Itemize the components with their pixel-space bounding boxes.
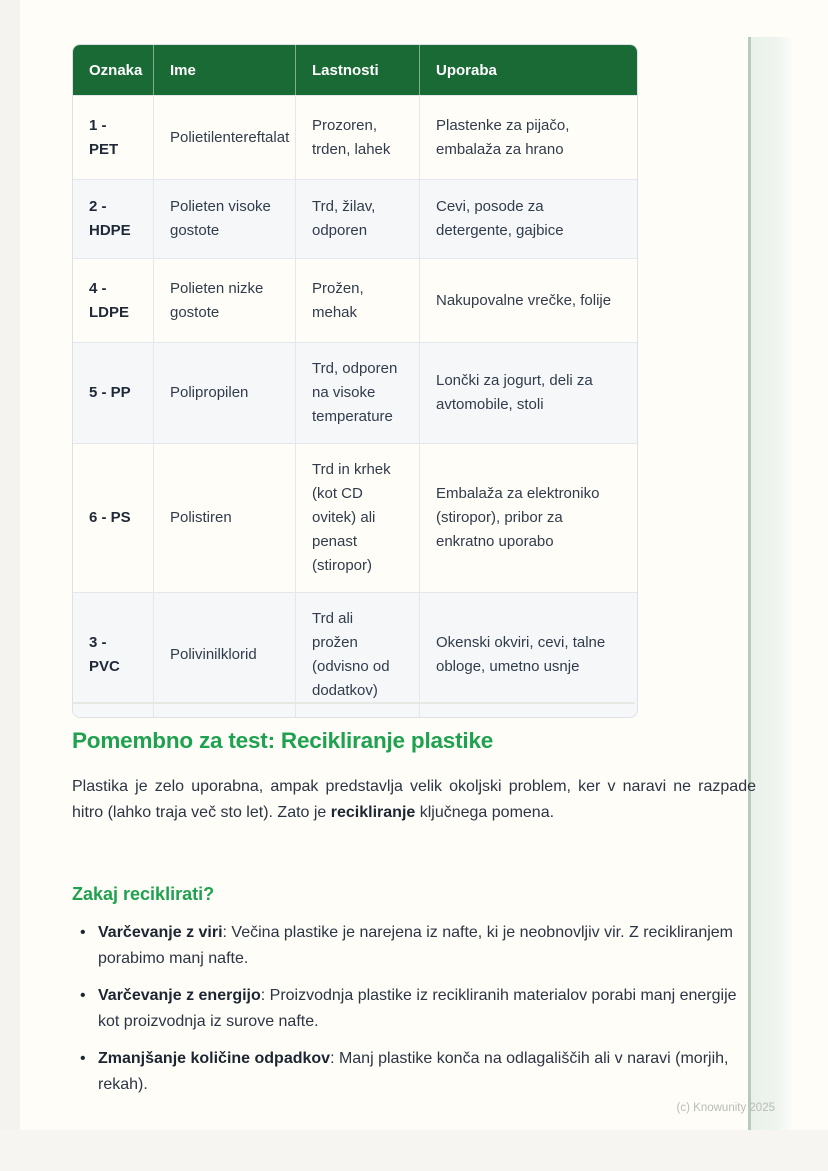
- cell-use: Plastenke za pijačo, embalaža za hrano: [419, 95, 637, 179]
- column-header-lastnosti: Lastnosti: [295, 45, 419, 95]
- table-row: [73, 443, 637, 592]
- cell-name: Polieten nizke gostote: [153, 258, 295, 342]
- reasons-list: [72, 920, 762, 1109]
- list-item-term: Varčevanje z viri: [98, 924, 223, 941]
- bullet-marker: •: [80, 987, 86, 1004]
- cell-name: Polietilentereftalat: [153, 95, 295, 179]
- cell-use: Embalaža za elektroniko (stiropor), pribor za enkratno uporabo: [419, 443, 637, 592]
- list-item: [72, 1046, 762, 1098]
- column-header-uporaba: Uporaba: [419, 45, 637, 95]
- cell-properties: Trd, žilav, odporen: [295, 179, 419, 258]
- cell-code: 5 - PP: [73, 342, 153, 443]
- cell-use: Lončki za jogurt, deli za avtomobile, stoli: [419, 342, 637, 443]
- list-item-text: : Manj plastike konča na odlagališčih ali v naravi (morjih, rekah).: [98, 1050, 729, 1093]
- list-item-term: Varčevanje z energijo: [98, 987, 261, 1004]
- list-item-text: : Proizvodnja plastike iz recikliranih materialov porabi manj energije kot proizvodnja iz surove nafte.: [98, 987, 737, 1030]
- cell-name: Polistiren: [153, 443, 295, 592]
- paragraph-bold-term: recikliranje: [330, 804, 416, 821]
- cell-code: 1 - PET: [73, 95, 153, 179]
- copyright-watermark: (c) Knowunity 2025: [676, 1102, 775, 1114]
- cell-name: Polieten visoke gostote: [153, 179, 295, 258]
- cell-properties: Prozoren, trden, lahek: [295, 95, 419, 179]
- section-divider: [72, 702, 635, 704]
- cell-properties: Prožen, mehak: [295, 258, 419, 342]
- section-heading: Pomembno za test: Recikliranje plastike: [72, 728, 494, 753]
- list-item: [72, 920, 762, 972]
- table-row: [73, 95, 637, 179]
- document-page: [20, 0, 828, 1130]
- bullet-marker: •: [80, 924, 86, 941]
- column-header-ime: Ime: [153, 45, 295, 95]
- table-row: [73, 258, 637, 342]
- plastics-table: [72, 44, 638, 718]
- subsection-heading: Zakaj reciklirati?: [72, 884, 215, 904]
- list-item-term: Zmanjšanje količine odpadkov: [98, 1050, 331, 1067]
- cell-use: Nakupovalne vrečke, folije: [419, 258, 637, 342]
- paragraph-text: Plastika je zelo uporabna, ampak predstavlja velik okoljski problem, ker v naravi ne razpade hitro (lahko traja več sto let). Zato je: [72, 778, 756, 821]
- list-item-text: : Večina plastike je narejena iz nafte, ki je neobnovljiv vir. Z recikliranjem porabimo manj nafte.: [98, 924, 733, 967]
- page-bottom-margin: [0, 1130, 828, 1171]
- cell-properties: Trd, odporen na visoke temperature: [295, 342, 419, 443]
- intro-paragraph: [72, 774, 756, 826]
- paragraph-text: ključnega pomena.: [415, 804, 555, 821]
- column-header-oznaka: Oznaka: [73, 45, 153, 95]
- bullet-marker: •: [80, 1050, 86, 1067]
- table-row: [73, 179, 637, 258]
- cell-code: 4 - LDPE: [73, 258, 153, 342]
- plastics-table-grid: [73, 45, 637, 717]
- cell-code: 2 - HDPE: [73, 179, 153, 258]
- cell-properties: Trd in krhek (kot CD ovitek) ali penast (stiropor): [295, 443, 419, 592]
- cell-properties: Trd ali prožen (odvisno od dodatkov): [295, 592, 419, 717]
- cell-code: 6 - PS: [73, 443, 153, 592]
- cell-use: Okenski okviri, cevi, talne obloge, umetno usnje: [419, 592, 637, 717]
- table-row: [73, 592, 637, 717]
- cell-code: 3 - PVC: [73, 592, 153, 717]
- cell-name: Polivinilklorid: [153, 592, 295, 717]
- list-item: [72, 983, 762, 1035]
- cell-use: Cevi, posode za detergente, gajbice: [419, 179, 637, 258]
- table-header-row: [73, 45, 637, 95]
- cell-name: Polipropilen: [153, 342, 295, 443]
- table-row: [73, 342, 637, 443]
